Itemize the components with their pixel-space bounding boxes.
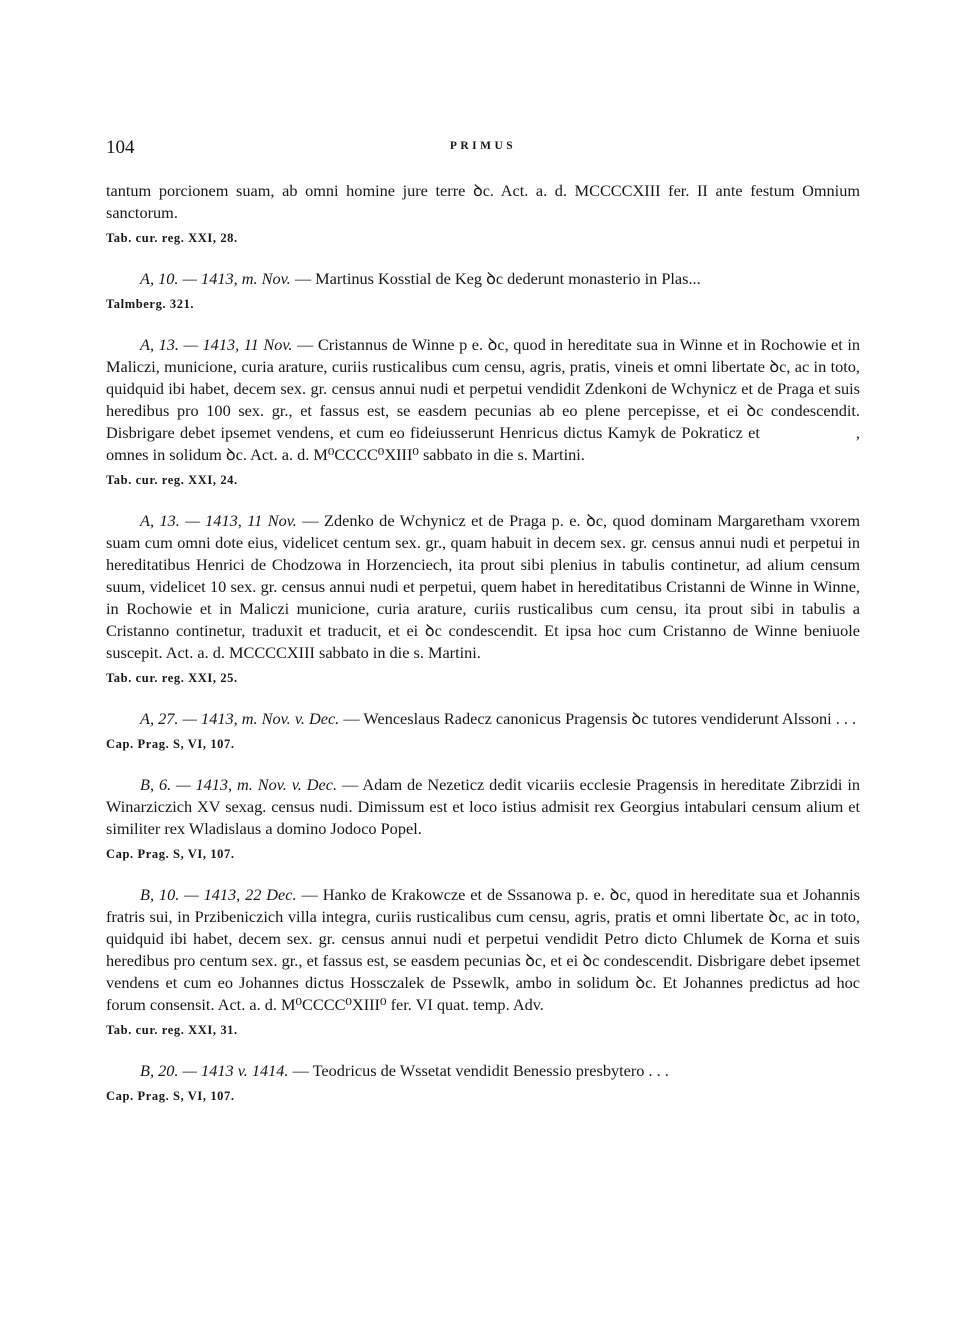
entry	[106, 708, 860, 754]
source-reference: Cap. Prag. S, VI, 107.	[106, 847, 235, 861]
entry-text: tantum porcionem suam, ab omni homine jure terre ꝺc. Act. a. d. MCCCCXIII fer. II ante festum Omnium sanctorum.	[106, 181, 860, 222]
entry-body: — Zdenko de Wchynicz et de Praga p. e. ꝺc, quod dominam Margaretham vxorem suam cum omni dote eius, videlicet centum sex. gr., quam habuit in decem sex. gr. census annui nudi et perpetui in hereditatibus Henrici de Chodzowa in Horzenciech, ita prout sibi plenius in tabulis continetur, ad alium censum suum, videlicet 10 sex. gr. census annui nudi et perpetui, quem habet in hereditatibus Cristanni de Winne in Winne, in Rochowie et in Maliczi municione, curia arature, curiis rusticalibus cum censu, ita prout sibi in tabulis a Cristanno continetur, traduxit et traducit, et ei ꝺc condescendit. Et ipsa hoc cum Cristanno de Winne beniuole suscepit. Act. a. d. MCCCCXIII sabbato in die s. Martini.	[106, 511, 860, 662]
source-reference: Tab. cur. reg. XXI, 25.	[106, 671, 238, 685]
entry	[106, 268, 860, 314]
running-head: PRIMUS	[449, 140, 517, 152]
entry-body: — Teodricus de Wssetat vendidit Benessio presbytero . . .	[292, 1061, 669, 1080]
entry-date: B, 20. — 1413 v. 1414.	[140, 1061, 289, 1080]
entry-date: B, 10. — 1413, 22 Dec.	[140, 885, 297, 904]
source-reference: Tab. cur. reg. XXI, 28.	[106, 231, 238, 245]
entry-text	[106, 774, 860, 840]
source-reference: Tab. cur. reg. XXI, 31.	[106, 1023, 238, 1037]
source-reference: Cap. Prag. S, VI, 107.	[106, 1089, 235, 1103]
entry-text	[106, 884, 860, 1016]
entry-date: A, 10. — 1413, m. Nov.	[140, 269, 291, 288]
entry-text	[106, 268, 860, 290]
entry-text	[106, 708, 860, 730]
source-reference: Tab. cur. reg. XXI, 24.	[106, 473, 238, 487]
entry-date: A, 13. — 1413, 11 Nov.	[140, 511, 297, 530]
entry	[106, 180, 860, 248]
entry	[106, 774, 860, 864]
page-header	[106, 137, 860, 161]
entry-date: A, 27. — 1413, m. Nov. v. Dec.	[140, 709, 340, 728]
page-number: 104	[106, 137, 135, 158]
entry-date: A, 13. — 1413, 11 Nov.	[140, 335, 293, 354]
entry-text	[106, 334, 860, 466]
entry-text	[106, 1060, 860, 1082]
source-reference: Cap. Prag. S, VI, 107.	[106, 737, 235, 751]
entry	[106, 1060, 860, 1106]
entry	[106, 884, 860, 1040]
source-reference: Talmberg. 321.	[106, 297, 195, 311]
page-body	[106, 180, 860, 1106]
entry-body: — Cristannus de Winne p e. ꝺc, quod in hereditate sua in Winne et in Rochowie et in Maliczi, municione, curia arature, curiis rusticalibus cum censu, agris, pratis, vineis et omni libertate ꝺc, ac in toto, quidquid ibi habet, decem sex. gr. census annui nudi et perpetui vendidit Zdenkoni de Wchynicz et de Praga et suis heredibus pro 100 sex. gr., et fassus est, se easdem pecunias ab eo plene percepisse, et ei ꝺc condescendit. Disbrigare debet ipsemet vendens, et cum eo fideiusserunt Henricus dictus Kamyk de Pokraticz et	[106, 335, 861, 442]
entry-date: B, 6. — 1413, m. Nov. v. Dec.	[140, 775, 338, 794]
entry-body: — Wenceslaus Radecz canonicus Pragensis ꝺc tutores vendiderunt Alssoni . . .	[343, 709, 857, 728]
entry-body: — Hanko de Krakowcze et de Sssanowa p. e. ꝺc, quod in hereditate sua et Johannis fratris sui, in Przibeniczich villa integra, curiis rusticalibus cum censu, agris, pratis et omni libertate ꝺc, ac in toto, quidquid ibi habet, decem sex. gr. census annui nudi et perpetui vendidit Petro dicto Chlumek de Korna et suis heredibus pro centum sex. gr., et fassus est, se easdem pecunias ꝺc, et ei ꝺc condescendit. Disbrigare debet ipsemet vendens et cum eo Johannes dictus Hossczalek de Pssewlk, ambo in solidum ꝺc. Et Johannes predictus ad hoc forum consensit. Act. a. d. M⁰CCCC⁰XIII⁰ fer. VI quat. temp. Adv.	[106, 885, 861, 1014]
entry-body: — Martinus Kosstial de Keg ꝺc dederunt monasterio in Plas...	[294, 269, 701, 288]
entry-body-continued: , omnes in solidum ꝺc. Act. a. d. M⁰CCCC⁰XIII⁰ sabbato in die s. Martini.	[106, 423, 860, 464]
entry-text	[106, 510, 860, 664]
entry	[106, 334, 860, 490]
entry	[106, 510, 860, 688]
entry-body: — Adam de Nezeticz dedit vicariis ecclesie Pragensis in hereditate Zibrzidi in Winarziczich XV sexag. census nudi. Dimissum est et loco istius admisit rex Georgius intabulari censum alium et similiter rex Wladislaus a domino Jodoco Popel.	[106, 775, 860, 838]
